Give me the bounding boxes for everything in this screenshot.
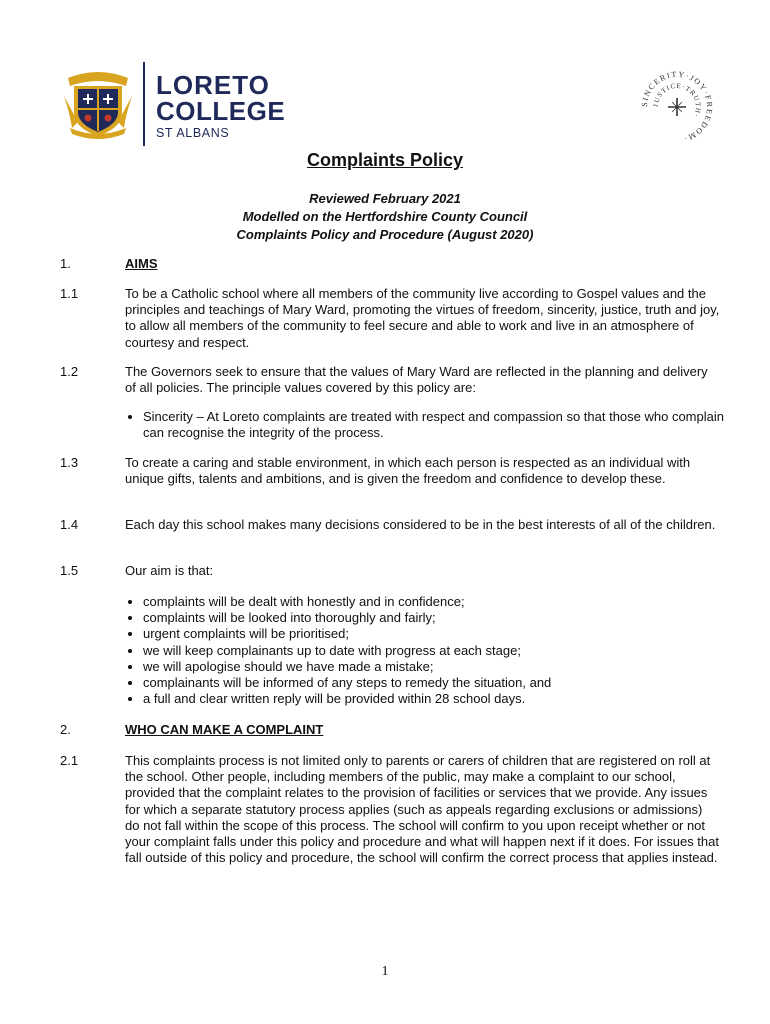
- section-number: 1.: [60, 256, 71, 271]
- svg-text:JUSTICE·TRUTH·: JUSTICE·TRUTH·: [651, 81, 703, 120]
- list-item: • complaints will be looked into thoroughly and fairly;: [143, 610, 738, 626]
- aims-bullet-list: [125, 594, 738, 707]
- document-subtitle: [0, 190, 770, 244]
- section-number: 2.: [60, 722, 71, 737]
- list-item: • a full and clear written reply will be provided within 28 school days.: [143, 691, 738, 707]
- paragraph-number: 1.2: [60, 364, 79, 379]
- section-heading-who-can-complain: WHO CAN MAKE A COMPLAINT: [125, 722, 324, 737]
- list-item: • we will keep complainants up to date with progress at each stage;: [143, 643, 738, 659]
- brand-divider: [143, 62, 145, 146]
- review-date: Reviewed February 2021: [309, 191, 461, 206]
- page-number: 1: [381, 964, 389, 979]
- letterhead: [0, 0, 770, 150]
- model-source-line2: Complaints Policy and Procedure (August 2020): [236, 227, 534, 242]
- brand-location: ST ALBANS: [156, 126, 230, 140]
- list-item: • we will apologise should we have made a mistake;: [143, 659, 738, 675]
- paragraph-1-1: To be a Catholic school where all members of the community live according to Gospel values and the principles and teachings of Mary Ward, promoting the virtues of freedom, sincerity, justice, truth and joy, to allow all members of the community to feel secure and able to work and live in an atmosphere of courtesy and respect.: [125, 286, 720, 350]
- brand-name-line2: COLLEGE: [156, 96, 286, 126]
- paragraph-1-2: The Governors seek to ensure that the values of Mary Ward are reflected in the planning and delivery of all policies. The principle values covered by this policy are:: [125, 364, 708, 396]
- paragraph-1-5: Our aim is that:: [125, 563, 214, 578]
- paragraph-2-1: This complaints process is not limited only to parents or carers of children that are registered on roll at the school. Other people, including members of the public, may make a complaint to our school, provided that the complaint relates to the provision of facilities or services that we provide. Any issues for which a separate statutory process applies (such as appeals regarding exclusions or admissions) do not fall within the scope of this process. The school will confirm to you upon receipt whether or not your complaint falls under this policy and procedure and what will happen next if it does. For issues that fall outside of this policy and procedure, the school will confirm the correct process that applies instead.: [125, 753, 719, 866]
- brand-wordmark: [156, 72, 285, 140]
- paragraph-number: 1.5: [60, 563, 79, 578]
- list-item: • complaints will be dealt with honestly and in confidence;: [143, 594, 738, 610]
- paragraph-number: 1.3: [60, 455, 79, 470]
- sincerity-bullet-list: [125, 409, 738, 441]
- list-item: • Sincerity – At Loreto complaints are treated with respect and compassion so that those who complain can recognise the integrity of the process.: [143, 409, 738, 441]
- virtues-seal-logo: [638, 68, 716, 146]
- paragraph-number: 1.4: [60, 517, 79, 532]
- brand-name-line1: LORETO: [156, 70, 270, 100]
- list-item: • complainants will be informed of any steps to remedy the situation, and: [143, 675, 738, 691]
- model-source-line1: Modelled on the Hertfordshire County Council: [242, 209, 528, 224]
- paragraph-1-4: Each day this school makes many decisions considered to be in the best interests of all of the children.: [125, 517, 716, 532]
- paragraph-number: 1.1: [60, 286, 79, 301]
- paragraph-1-3: To create a caring and stable environment, in which each person is respected as an individual with unique gifts, talents and ambitions, and is given the freedom and confidence to develop these.: [125, 455, 691, 487]
- paragraph-number: 2.1: [60, 753, 79, 768]
- svg-text:SINCERITY·JOY·FREEDOM·: SINCERITY·JOY·FREEDOM·: [639, 69, 715, 144]
- list-item: • urgent complaints will be prioritised;: [143, 626, 738, 642]
- section-heading-aims: AIMS: [125, 256, 158, 271]
- school-crest-logo: [62, 66, 134, 140]
- document-title: Complaints Policy: [306, 150, 464, 170]
